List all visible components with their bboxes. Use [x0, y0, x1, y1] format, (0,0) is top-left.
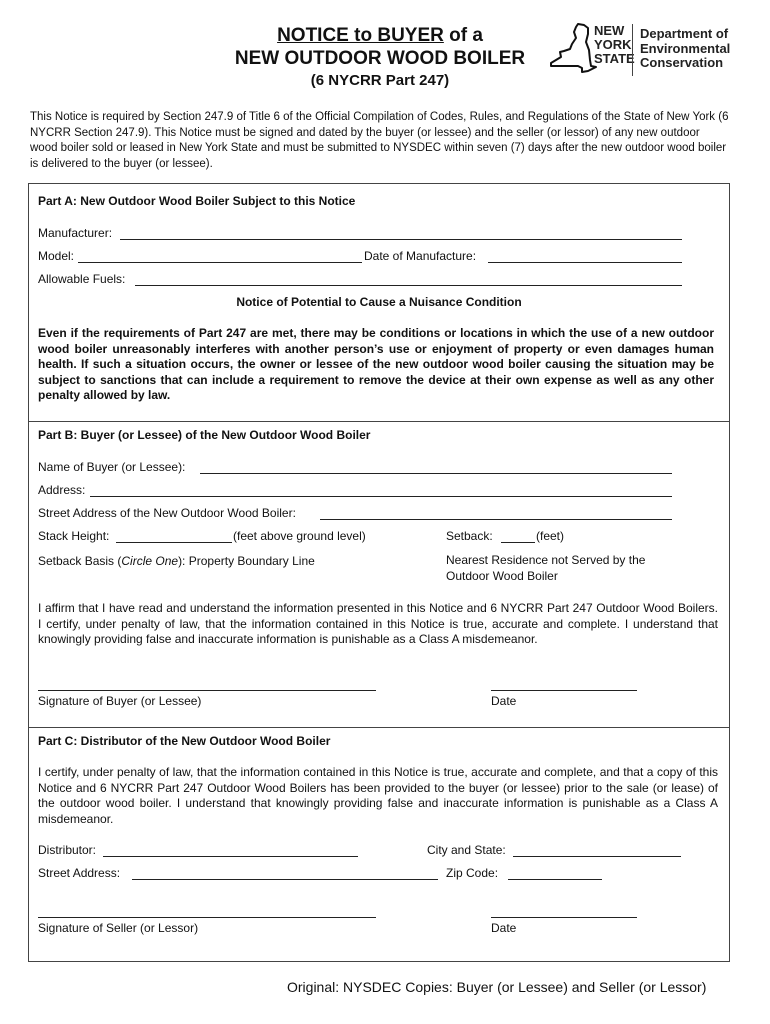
logo-state-text: NEW YORK STATE — [594, 23, 635, 66]
buyer-name-field[interactable] — [200, 473, 672, 474]
buyer-name-label: Name of Buyer (or Lessee): — [38, 460, 186, 474]
buyer-signature-label: Signature of Buyer (or Lessee) — [38, 694, 202, 708]
stack-height-field[interactable] — [116, 542, 232, 543]
form-title-line2: NEW OUTDOOR WOOD BOILER — [234, 48, 526, 69]
distributor-street-field[interactable] — [132, 879, 438, 880]
buyer-address-label: Address: — [38, 483, 86, 497]
nuisance-heading: Notice of Potential to Cause a Nuisance Condition — [236, 295, 522, 309]
title-notice: NOTICE to BUYER — [277, 25, 444, 46]
boiler-street-address-label: Street Address of the New Outdoor Wood Boiler: — [38, 506, 296, 520]
new-york-state-map-icon — [548, 22, 598, 78]
nuisance-paragraph: Even if the requirements of Part 247 are met, there may be conditions or locations in which the use of a new outdoor wood boiler unreasonably interferes with another person’s use or enjoyment of property or even damages human health. If such a situation occurs, the owner or lessee of the new outdoor wood boiler causing the situation may be subject to sanctions that can include a requirement to remove the device at their own expense as well as any other penalty allowed by law. — [38, 326, 714, 402]
allowable-fuels-field[interactable] — [135, 285, 682, 286]
nys-dec-logo — [548, 20, 748, 80]
manufacturer-label: Manufacturer: — [38, 226, 113, 240]
part-a-heading: Part A: New Outdoor Wood Boiler Subject to this Notice — [38, 194, 356, 208]
zip-code-label: Zip Code: — [446, 866, 499, 880]
part-b-heading: Part B: Buyer (or Lessee) of the New Outdoor Wood Boiler — [38, 428, 371, 442]
city-state-label: City and State: — [427, 843, 506, 857]
buyer-date-label: Date — [491, 694, 517, 708]
part-c-heading: Part C: Distributor of the New Outdoor Wood Boiler — [38, 734, 331, 748]
setback-basis-label: Setback Basis (Circle One): Property Boundary Line — [38, 554, 315, 568]
date-of-manufacture-label: Date of Manufacture: — [364, 249, 477, 263]
seller-signature-line[interactable] — [38, 917, 376, 918]
part-b-separator — [28, 421, 730, 422]
part-c-separator — [28, 727, 730, 728]
buyer-signature-line[interactable] — [38, 690, 376, 691]
setback-unit: (feet) — [536, 529, 565, 543]
distributor-certification: I certify, under penalty of law, that the information contained in this Notice is true, accurate and complete, and that a copy of this Notice and 6 NYCRR Part 247 Outdoor Wood Boilers has been provided to the buyer (or lessee) prior to the sale (or lease) of the outdoor wood boiler. I understand that knowingly providing false and inaccurate information is punishable as a Class A misdemeanor. — [38, 765, 718, 826]
stack-height-unit: (feet above ground level) — [233, 529, 366, 543]
boiler-street-address-field[interactable] — [320, 519, 672, 520]
stack-height-label: Stack Height: — [38, 529, 110, 543]
logo-dept-text: Department of Environmental Conservation — [640, 26, 731, 70]
setback-field[interactable] — [501, 542, 535, 543]
allowable-fuels-label: Allowable Fuels: — [38, 272, 126, 286]
setback-option-nearest-residence[interactable]: Nearest Residence not Served by the Outdoor Wood Boiler — [446, 553, 646, 583]
seller-signature-label: Signature of Seller (or Lessor) — [38, 921, 199, 935]
city-state-field[interactable] — [513, 856, 681, 857]
seller-date-line[interactable] — [491, 917, 637, 918]
form-title — [200, 25, 560, 47]
model-field[interactable] — [78, 262, 362, 263]
distribution-footer: Original: NYSDEC Copies: Buyer (or Lessee) and Seller (or Lessor) — [287, 979, 707, 995]
setback-option-property-boundary[interactable]: ): Property Boundary Line — [178, 554, 315, 568]
logo-divider — [632, 24, 633, 76]
setback-label: Setback: — [446, 529, 493, 543]
form-subtitle: (6 NYCRR Part 247) — [310, 72, 450, 89]
date-of-manufacture-field[interactable] — [488, 262, 682, 263]
manufacturer-field[interactable] — [120, 239, 682, 240]
intro-paragraph: This Notice is required by Section 247.9 of Title 6 of the Official Compilation of Codes, Rules, and Regulations of the State of New York (6 NYCRR Section 247.9). This Notice must be signed and dated by the buyer (or lessee) and the seller (or lessor) of any new outdoor wood boiler sold or leased in New York State and must be submitted to NYSDEC within seven (7) days after the new outdoor wood boiler is delivered to the buyer (or lessee). — [30, 111, 729, 170]
title-of: of a — [443, 25, 483, 46]
buyer-affirmation: I affirm that I have read and understand the information presented in this Notice and 6 NYCRR Part 247 Outdoor Wood Boilers. I certify, under penalty of law, that the information contained in this Notice is true, accurate and complete. I understand that knowingly providing false and inaccurate information is punishable as a Class A misdemeanor. — [38, 601, 718, 646]
distributor-field[interactable] — [103, 856, 358, 857]
distributor-label: Distributor: — [38, 843, 97, 857]
distributor-street-label: Street Address: — [38, 866, 121, 880]
buyer-address-field[interactable] — [90, 496, 672, 497]
buyer-date-line[interactable] — [491, 690, 637, 691]
zip-code-field[interactable] — [508, 879, 602, 880]
model-label: Model: — [38, 249, 75, 263]
seller-date-label: Date — [491, 921, 517, 935]
